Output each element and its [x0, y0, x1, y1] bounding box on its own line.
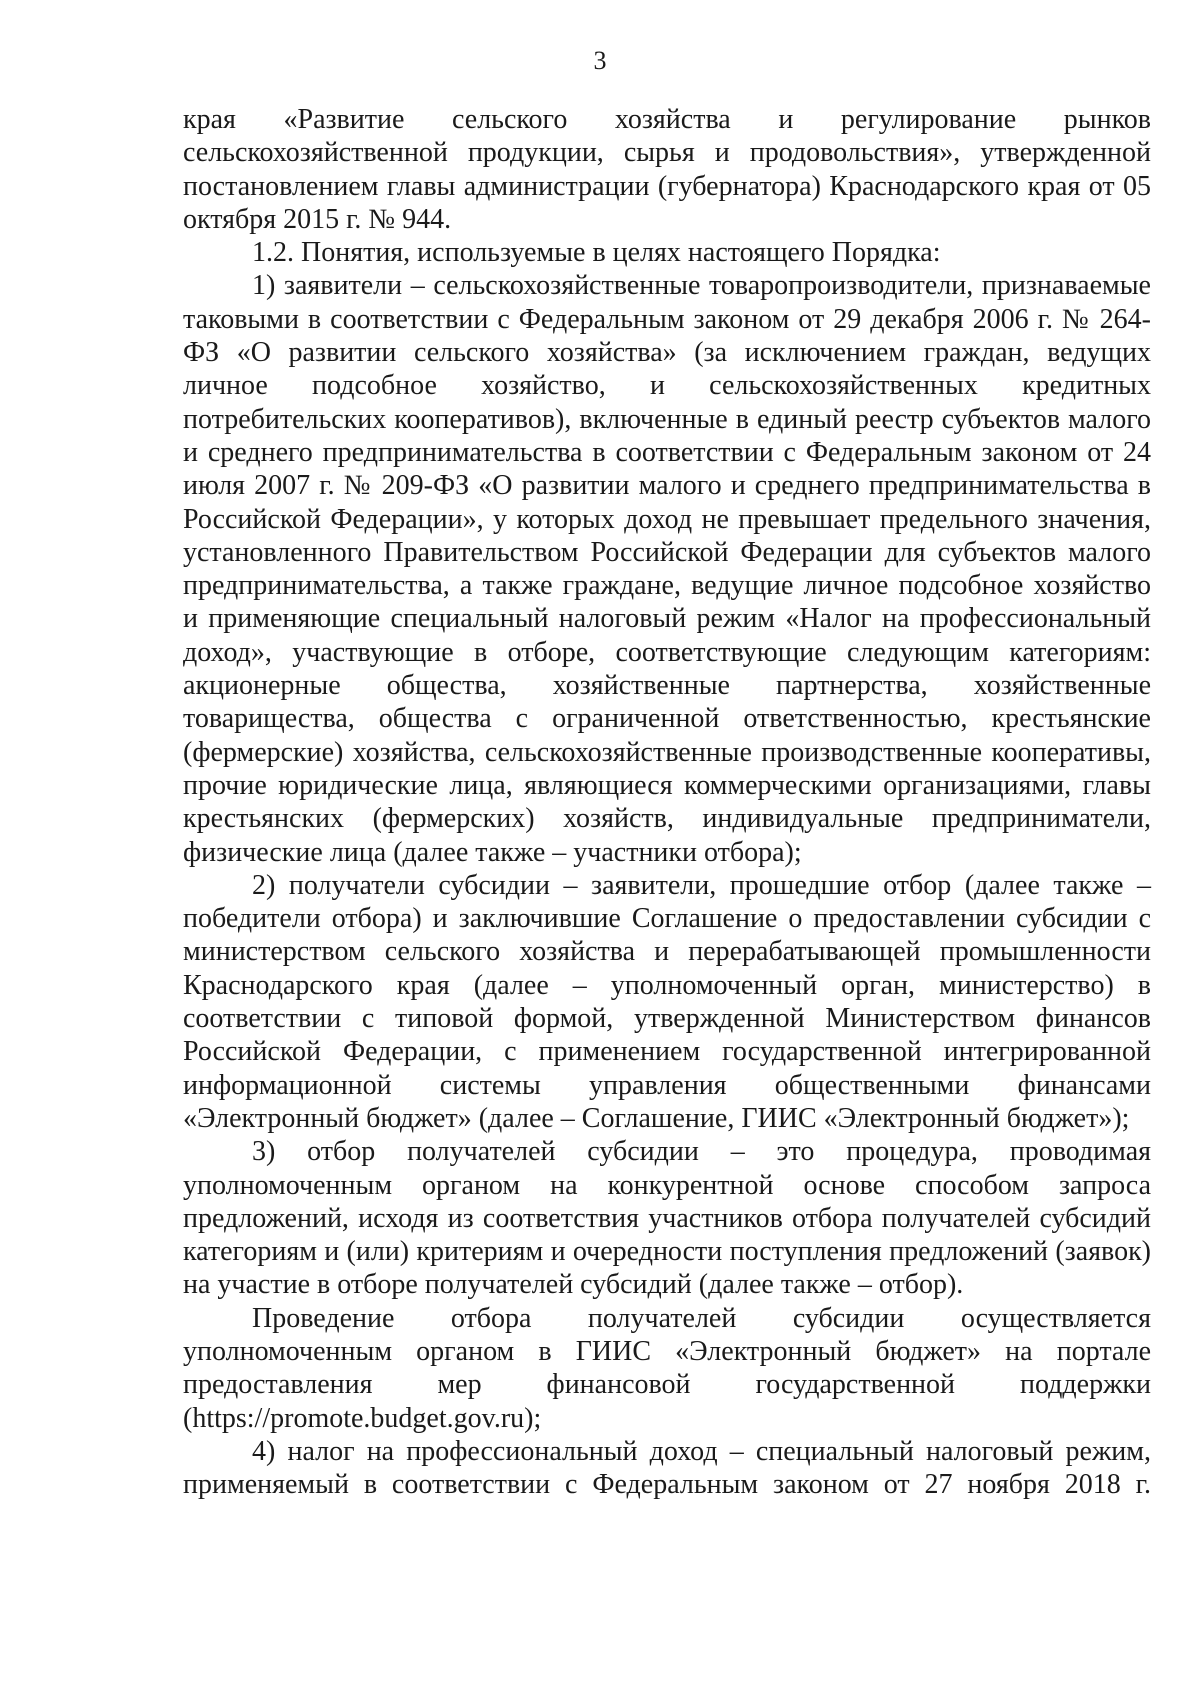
paragraph-item-2-recipients: 2) получатели субсидии – заявители, прошедшие отбор (далее также – победители отбора) и заключившие Соглашение о предоставлении субсидии с министерством сельского хозяйства и перерабатывающей промышленности Краснодарского края (далее – уполномоченный орган, министерство) в соответствии с типовой формой, утвержденной Министерством финансов Российской Федерации, с применением государственной интегрированной информационной системы управления общественными финансами «Электронный бюджет» (далее – Соглашение, ГИИС «Электронный бюджет»); — [183, 869, 1151, 1134]
paragraph-item-1-applicants: 1) заявители – сельскохозяйственные товаропроизводители, признаваемые таковыми в соответствии с Федеральным законом от 29 декабря 2006 г. № 264-ФЗ «О развитии сельского хозяйства» (за исключением граждан, ведущих личное подсобное хозяйство, и сельскохозяйственных кредитных потребительских кооперативов), включенные в единый реестр субъектов малого и среднего предпринимательства в соответствии с Федеральным законом от 24 июля 2007 г. № 209-ФЗ «О развитии малого и среднего предпринимательства в Российской Федерации», у которых доход не превышает предельного значения, установленного Правительством Российской Федерации для субъектов малого предпринимательства, а также граждане, ведущие личное подсобное хозяйство и применяющие специальный налоговый режим «Налог на профессиональный доход», участвующие в отборе, соответствующие следующим категориям: акционерные общества, хозяйственные партнерства, хозяйственные товарищества, общества с ограниченной ответственностью, крестьянские (фермерские) хозяйства, сельскохозяйственные производственные кооперативы, прочие юридические лица, являющиеся коммерческими организациями, главы крестьянских (фермерских) хозяйств, индивидуальные предприниматели, физические лица (далее также – участники отбора); — [183, 270, 1151, 868]
paragraph-selection-portal: Проведение отбора получателей субсидии осуществляется уполномоченным органом в ГИИС «Электронный бюджет» на портале предоставления мер финансовой государственной поддержки (https://promote.budget.gov.ru); — [183, 1302, 1151, 1434]
paragraph-item-3-selection: 3) отбор получателей субсидии – это процедура, проводимая уполномоченным органом на конкурентной основе способом запроса предложений, исходя из соответствия участников отбора получателей субсидий категориям и (или) критериям и очередности поступления предложений (заявок) на участие в отборе получателей субсидий (далее также – отбор). — [183, 1136, 1151, 1301]
paragraph-continuation: края «Развитие сельского хозяйства и регулирование рынков сельскохозяйственной продукции, сырья и продовольствия», утвержденной постановлением главы администрации (губернатора) Краснодарского края от 05 октября 2015 г. № 944. — [183, 104, 1151, 235]
paragraph-item-4-tax: 4) налог на профессиональный доход – специальный налоговый режим, применяемый в соответствии с Федеральным законом от 27 ноября 2018 г. — [183, 1435, 1151, 1501]
page-number: 3 — [593, 46, 607, 75]
paragraph-section-1-2: 1.2. Понятия, используемые в целях настоящего Порядка: — [252, 237, 941, 269]
document-body — [183, 103, 1151, 1501]
